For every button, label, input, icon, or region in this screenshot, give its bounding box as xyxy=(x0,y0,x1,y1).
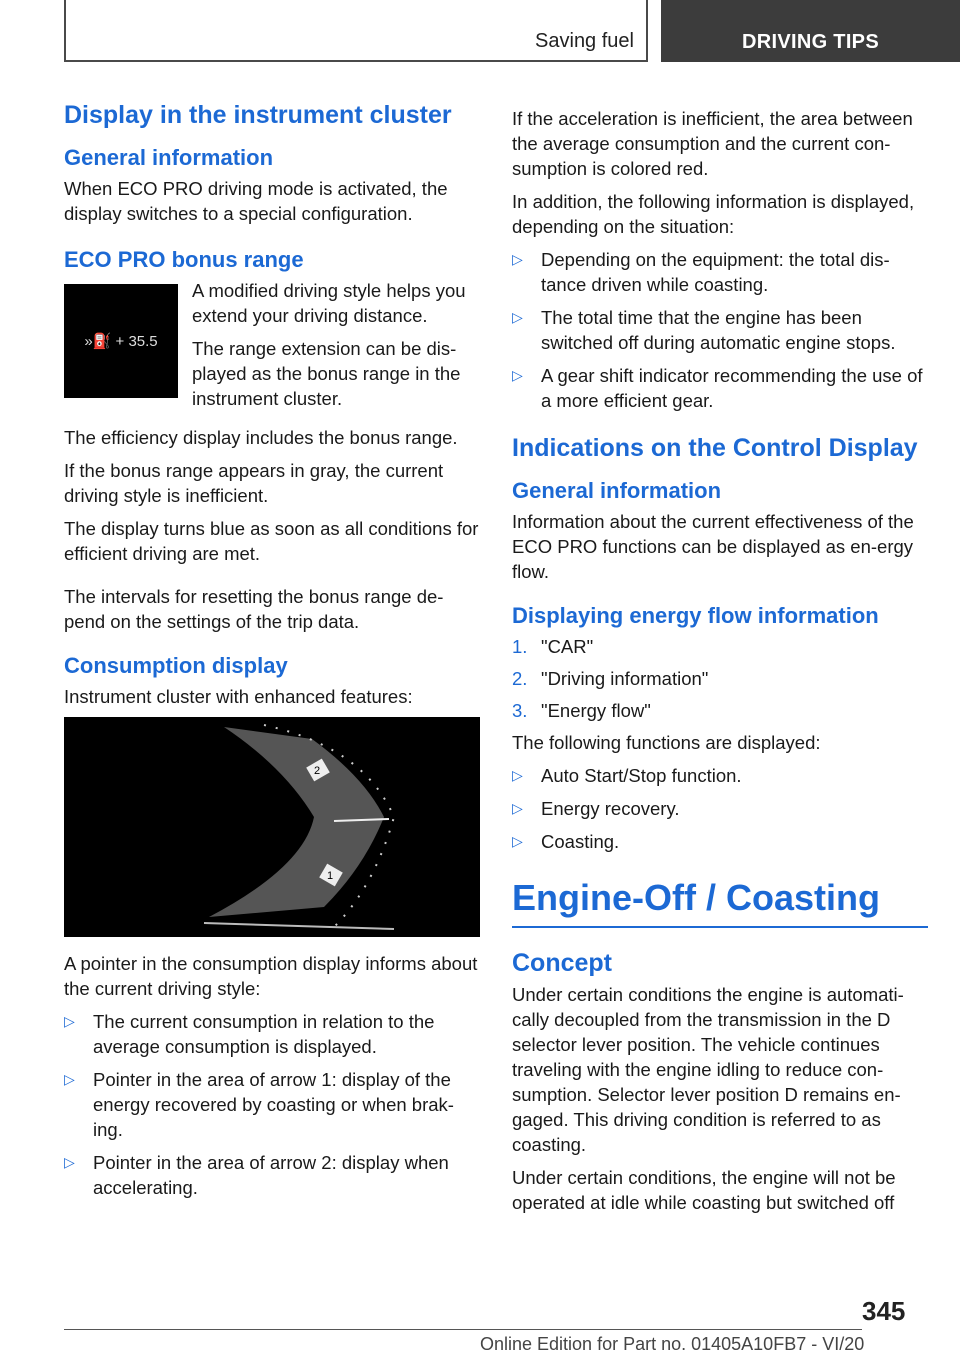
heading-bonus-range: ECO PRO bonus range xyxy=(64,247,304,272)
paragraph-general-2: Information about the current effectiveness of the ECO PRO functions can be displayed as en-ergy flow. xyxy=(512,511,914,582)
list-item: ▷ Depending on the equipment: the total dis-tance driven while coasting. xyxy=(512,249,890,295)
step-item: 1. "CAR" xyxy=(512,636,594,657)
paragraph-general: When ECO PRO driving mode is activated, the display switches to a special configuration. xyxy=(64,178,448,224)
paragraph-bonus-1: A modified driving style helps you extend your driving distance. xyxy=(192,280,466,326)
step-number: 1. xyxy=(512,636,528,657)
functions-list xyxy=(512,763,928,854)
left-column xyxy=(64,100,480,1208)
list-item: ▷ Auto Start/Stop function. xyxy=(512,765,742,786)
footer-edition: Online Edition for Part no. 01405A10FB7 - VI/20 xyxy=(480,1334,865,1354)
list-item: ▷ The total time that the engine has been switched off during automatic engine stops. xyxy=(512,307,896,353)
paragraph-concept-1: Under certain conditions the engine is automati-cally decoupled from the transmission in the D selector lever position. The vehicle continues traveling with the engine idling to reduce con-sumption. Selector lever position D remains en-gaged. This driving condition is referred to as coasting. xyxy=(512,984,904,1155)
list-item: ▷ A gear shift indicator recommending the use of a more efficient gear. xyxy=(512,365,923,411)
bonus-range-readout: »⛽ + 35.5 xyxy=(84,333,158,350)
heading-indications: Indications on the Control Display xyxy=(512,434,918,462)
heading-general-info-2: General information xyxy=(512,478,722,503)
paragraph-consumption: Instrument cluster with enhanced features: xyxy=(64,686,413,707)
cluster-gauge-graphic xyxy=(64,717,480,937)
paragraph-acceleration: If the acceleration is inefficient, the area between the average consumption and the current con-sumption is colored red. xyxy=(512,108,913,179)
heading-display-cluster: Display in the instrument cluster xyxy=(64,101,452,129)
right-column xyxy=(512,106,928,1223)
paragraph-addition: In addition, the following information is displayed, depending on the situation: xyxy=(512,191,915,237)
step-number: 3. xyxy=(512,700,528,721)
paragraph-efficiency-3: The display turns blue as soon as all conditions for efficient driving are met. xyxy=(64,518,479,564)
step-item: 2. "Driving information" xyxy=(512,668,709,689)
paragraph-interval: The intervals for resetting the bonus range de-pend on the settings of the trip data. xyxy=(64,586,444,632)
triangle-bullet-icon: ▷ xyxy=(512,367,523,383)
paragraph-efficiency-2: If the bonus range appears in gray, the current driving style is inefficient. xyxy=(64,460,444,506)
cluster-image xyxy=(64,717,480,937)
triangle-bullet-icon: ▷ xyxy=(512,833,523,849)
energy-flow-steps xyxy=(512,634,928,723)
paragraph-efficiency-1: The efficiency display includes the bonus range. xyxy=(64,427,458,448)
triangle-bullet-icon: ▷ xyxy=(512,800,523,816)
situation-list xyxy=(512,247,928,413)
step-number: 2. xyxy=(512,668,528,689)
heading-engine-off: Engine-Off / Coasting xyxy=(512,877,880,918)
triangle-bullet-icon: ▷ xyxy=(512,767,523,783)
chapter-heading-rule xyxy=(512,876,928,928)
list-item: ▷ Coasting. xyxy=(512,831,620,852)
chapter-tab: DRIVING TIPS xyxy=(661,0,960,62)
pointer-list xyxy=(64,1009,480,1200)
page-number: 345 xyxy=(862,1296,906,1326)
list-item: ▷ Pointer in the area of arrow 1: display of the energy recovered by coasting or when brak-ing. xyxy=(64,1069,454,1140)
paragraph-pointer: A pointer in the consumption display informs about the current driving style: xyxy=(64,953,478,999)
gauge-shape xyxy=(209,727,384,917)
paragraph-functions: The following functions are displayed: xyxy=(512,732,821,753)
step-item: 3. "Energy flow" xyxy=(512,700,651,721)
triangle-bullet-icon: ▷ xyxy=(64,1154,75,1170)
arrow-2-label: 2 xyxy=(314,765,321,777)
heading-energy-flow: Displaying energy flow information xyxy=(512,603,879,628)
header-section-box xyxy=(64,0,648,62)
paragraph-bonus-2: The range extension can be dis-played as the bonus range in the instrument cluster. xyxy=(192,338,461,409)
triangle-bullet-icon: ▷ xyxy=(512,309,523,325)
triangle-bullet-icon: ▷ xyxy=(64,1013,75,1029)
bonus-range-image xyxy=(64,284,178,398)
gauge-base-line xyxy=(204,923,394,929)
list-item: ▷ The current consumption in relation to the average consumption is displayed. xyxy=(64,1011,435,1057)
list-item: ▷ Pointer in the area of arrow 2: display when accelerating. xyxy=(64,1152,449,1198)
triangle-bullet-icon: ▷ xyxy=(64,1071,75,1087)
heading-general-info: General information xyxy=(64,145,274,170)
bonus-range-block xyxy=(64,278,480,419)
heading-concept: Concept xyxy=(512,949,612,977)
paragraph-concept-2: Under certain conditions, the engine will not be operated at idle while coasting but switched off xyxy=(512,1167,896,1213)
triangle-bullet-icon: ▷ xyxy=(512,251,523,267)
footer-divider xyxy=(64,1329,862,1330)
list-item: ▷ Energy recovery. xyxy=(512,798,680,819)
section-title: Saving fuel xyxy=(535,30,634,52)
heading-consumption: Consumption display xyxy=(64,653,288,678)
arrow-1-label: 1 xyxy=(327,870,334,882)
